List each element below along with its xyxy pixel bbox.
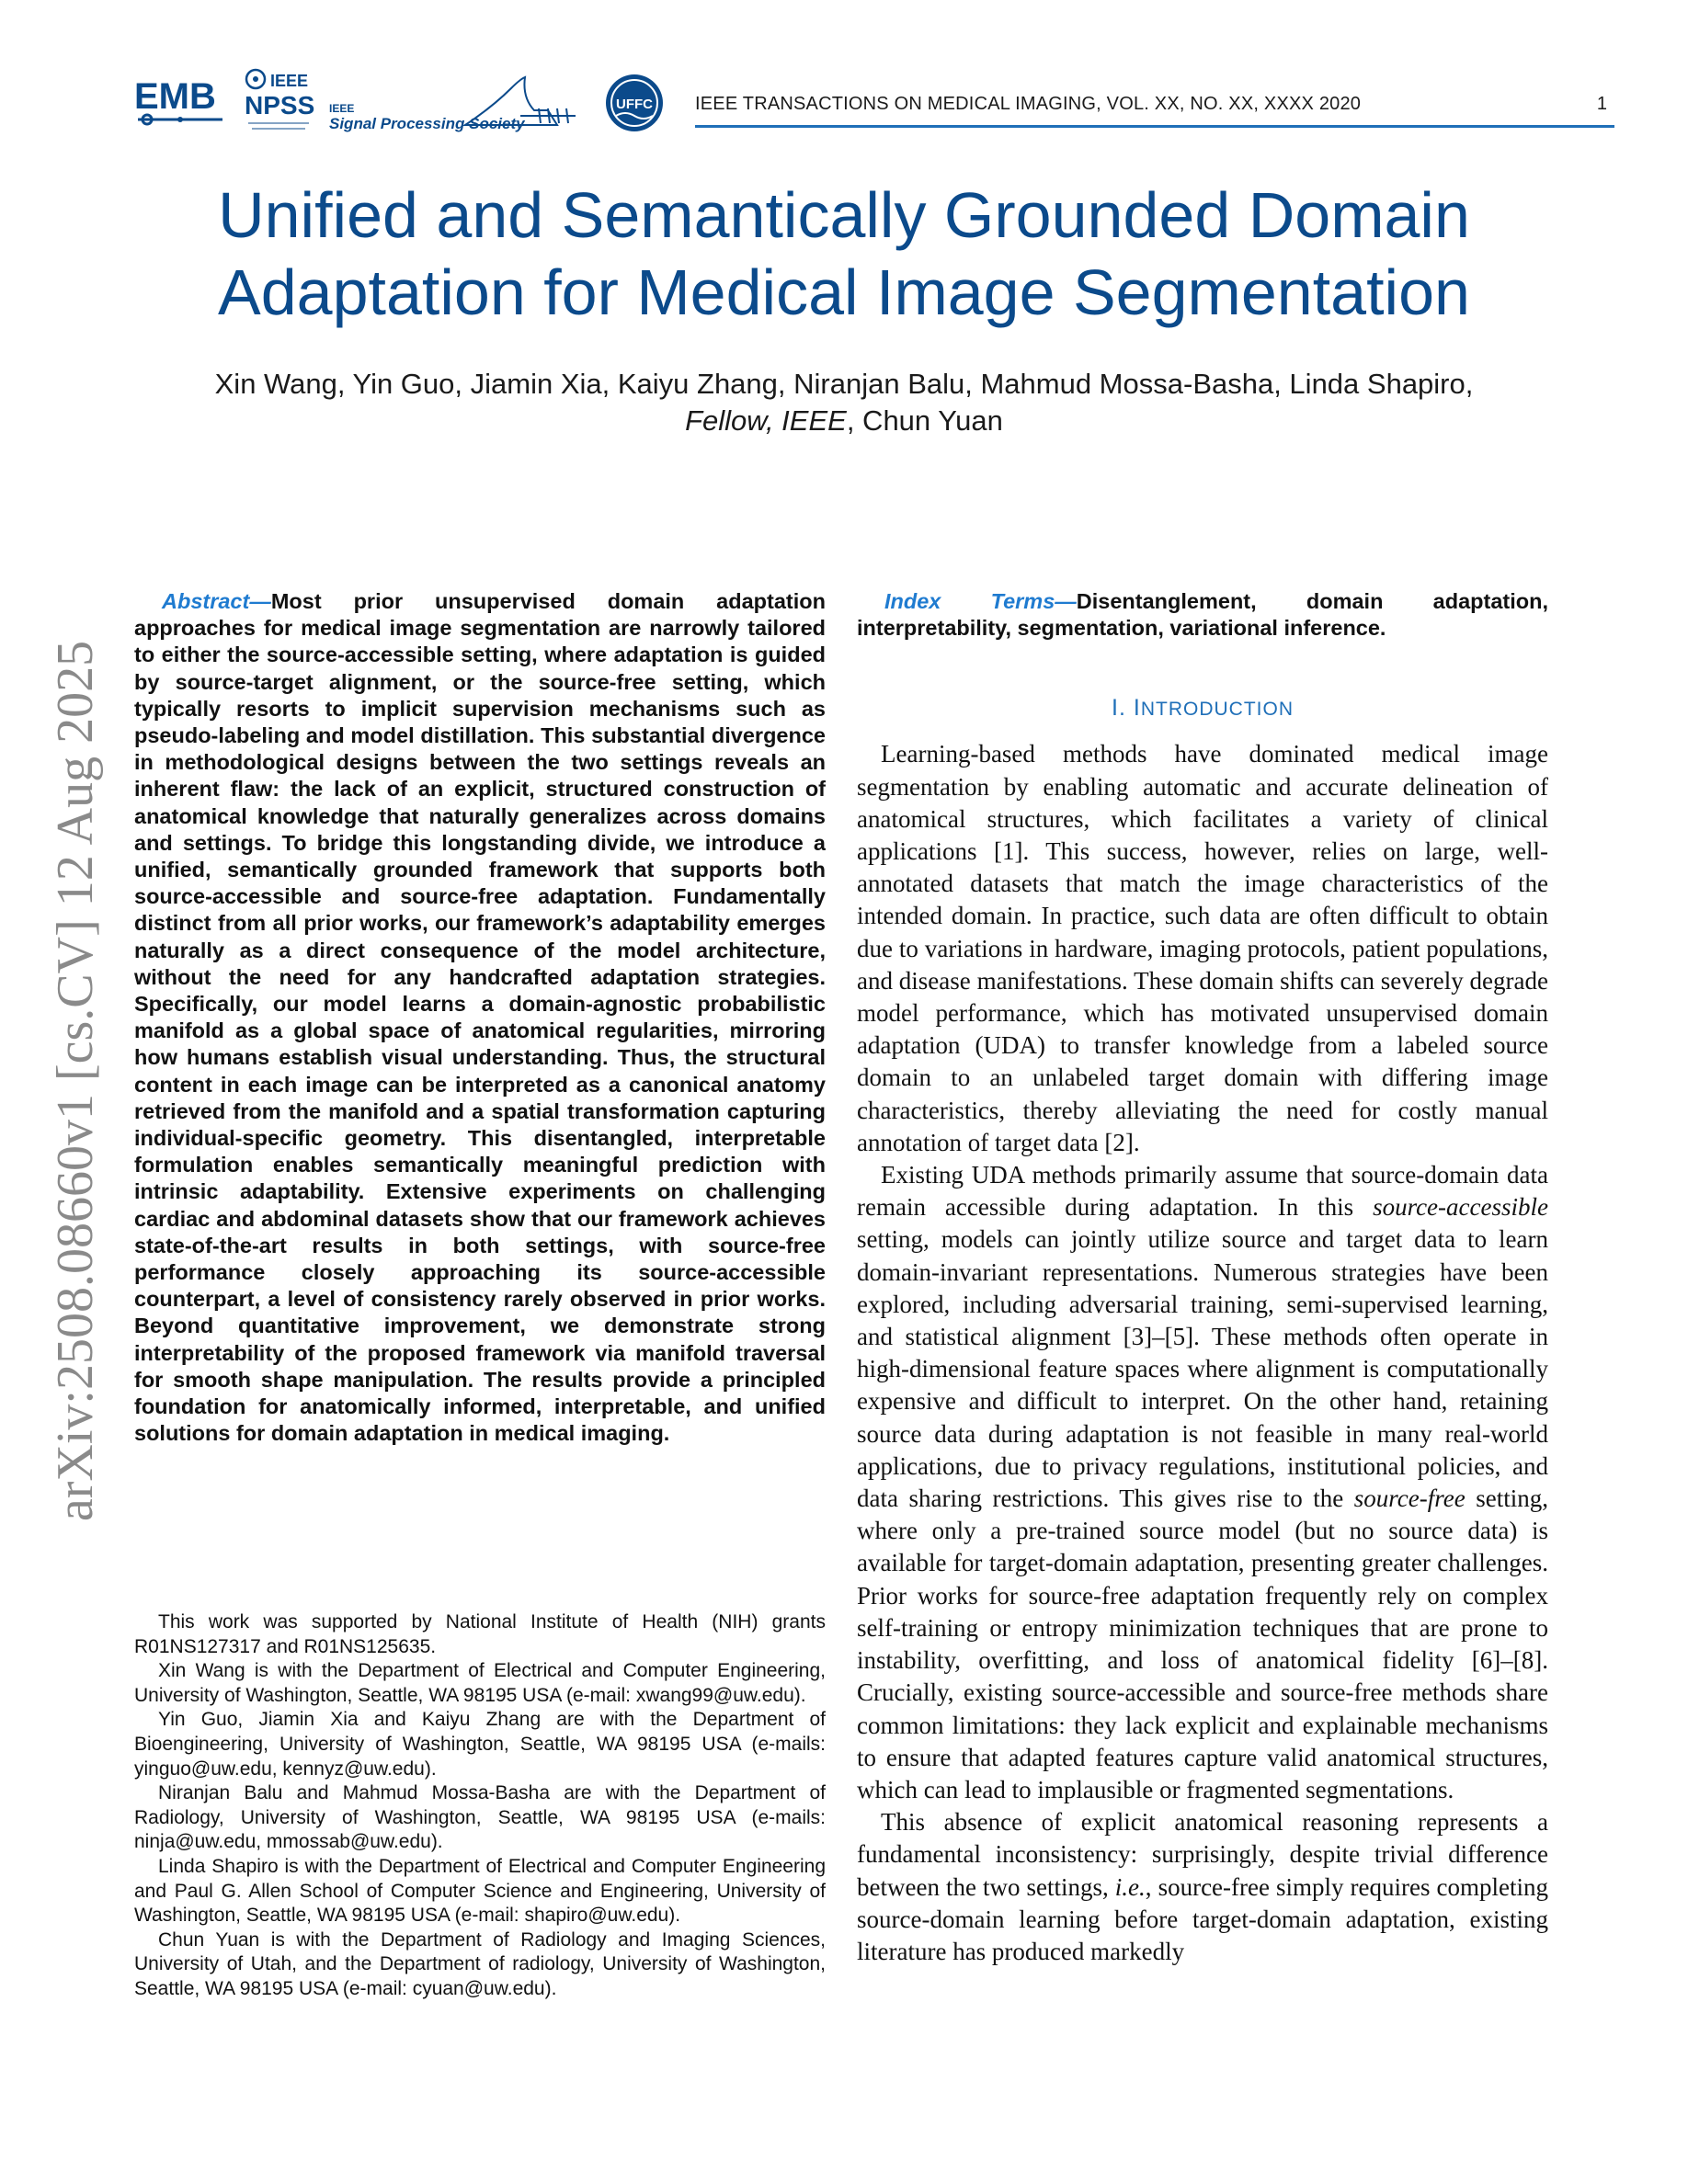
intro-paragraph-1: Learning-based methods have dominated medical image segmentation by enabling automatic and accurate delineation of anatomical structures, which facilitates a variety of clinical applications [1]. This success, however, relies on large, well-annotated datasets that match the image characteristics of the intended domain. In practice, such data are often difficult to obtain due to variations in hardware, imaging protocols, patient populations, and disease manifestations. These domain shifts can severely degrade model performance, which has motivated unsupervised domain adaptation (UDA) to transfer knowledge from a labeled source domain to an unlabeled target domain with differing image characteristics, thereby alleviating the need for costly manual annotation of target data [2]. (857, 740, 1548, 1156)
svg-text:NPSS: NPSS (245, 91, 315, 119)
section-title-rest: NTRODUCTION (1140, 699, 1294, 721)
svg-text:UFFC: UFFC (616, 97, 653, 112)
arxiv-stamp: arXiv:2508.08660v1 [cs.CV] 12 Aug 2025 (47, 640, 104, 1522)
authors-fellow: Fellow, IEEE (685, 404, 847, 437)
intro-paragraph-2: Existing UDA methods primarily assume that source-domain data remain accessible during adaptation. In this source-accessible setting, models can jointly utilize source and target data to learn domain-invariant representations. Numerous strategies have been explored, including adversarial training, semi-supervised learning, and statistical alignment [3]–[5]. These methods often operate in high-dimensional feature spaces where alignment is computationally expensive and difficult to interpret. On the other hand, retaining source data during adaptation is not feasible in many real-world applications, due to privacy regulations, institutional policies, and data sharing restrictions. This gives rise to the source-free setting, where only a pre-trained source model (but no source data) is available for target-domain adaptation, presenting greater challenges. Prior works for source-free adaptation frequently rely on complex self-training or entropy minimization techniques that are prone to instability, overfitting, and loss of anatomical fidelity [6]–[8]. Crucially, existing source-accessible and source-free methods share common limitations: they lack explicit and explainable mechanisms to ensure that adapted features capture valid anatomical structures, which can lead to implausible or fragmented segmentations. (857, 1161, 1548, 1803)
authors-line-1: Xin Wang, Yin Guo, Jiamin Xia, Kaiyu Zhang, Niranjan Balu, Mahmud Mossa-Basha, Linda Shapiro, (214, 368, 1474, 400)
running-header (695, 90, 1614, 128)
index-terms-lead: Index Terms— (884, 589, 1077, 613)
footnote-affiliation: Niranjan Balu and Mahmud Mossa-Basha are with the Department of Radiology, University of Washington, Seattle, WA 98195 USA (e-mails: ninja@uw.edu, mmossab@uw.edu). (134, 1782, 826, 1853)
section-title-first: I (1133, 695, 1141, 722)
section-heading-introduction (857, 695, 1548, 722)
paper-title: Unified and Semantically Grounded Domain Adaptation for Medical Image Segmentation (218, 179, 1470, 328)
right-column (857, 588, 1548, 1968)
header-logos (134, 66, 686, 140)
signal-processing-society-logo (327, 70, 603, 136)
author-list (110, 366, 1578, 439)
emb-logo (134, 70, 230, 136)
section-number: I. (1112, 695, 1126, 722)
ieee-npss-logo (243, 66, 320, 136)
index-terms (857, 588, 1548, 642)
footnote-affiliation: Chun Yuan is with the Department of Radiology and Imaging Sciences, University of Utah, and the Department of radiology, University of Washington, Seattle, WA 98195 USA (e-mail: cyuan@uw.edu). (134, 1928, 826, 1999)
footnote-funding: This work was supported by National Institute of Health (NIH) grants R01NS127317 and R01NS125635. (134, 1611, 826, 1657)
abstract (134, 588, 826, 1448)
footnote-affiliation: Xin Wang is with the Department of Electrical and Computer Engineering, University of Washington, Seattle, WA 98195 USA (e-mail: xwang99@uw.edu). (134, 1660, 826, 1706)
abstract-lead: Abstract— (162, 589, 271, 613)
page-number: 1 (1596, 94, 1607, 114)
svg-text:Signal Processing Society: Signal Processing Society (329, 115, 525, 132)
left-column (134, 588, 826, 1448)
abstract-text: Most prior unsupervised domain adaptation approaches for medical image segmentation are narrowly tailored to either the source-accessible setting, where adaptation is guided by source-target alignment, or the source-free setting, which typically resorts to implicit supervision mechanisms such as pseudo-labeling and model distillation. This substantial divergence in methodological designs between the two settings reveals an inherent flaw: the lack of an explicit, structured construction of anatomical knowledge that naturally generalizes across domains and settings. To bridge this longstanding divide, we introduce a unified, semantically grounded framework that supports both source-accessible and source-free adaptation. Fundamentally distinct from all prior works, our framework’s adaptability emerges naturally as a direct consequence of the model architecture, without the need for any handcrafted adaptation strategies. Specifically, our model learns a domain-agnostic probabilistic manifold as a global space of anatomical regularities, mirroring how humans establish visual understanding. Thus, the structural content in each image can be interpreted as a canonical anatomy retrieved from the manifold and a spatial transformation capturing individual-specific geometry. This disentangled, interpretable formulation enables semantically meaningful prediction with intrinsic adaptability. Extensive experiments on challenging cardiac and abdominal datasets show that our framework achieves state-of-the-art results in both settings, with source-free performance closely approaching its source-accessible counterpart, a level of consistency rarely observed in prior works. Beyond quantitative improvement, we demonstrate strong interpretability of the proposed framework via manifold traversal for smooth shape manipulation. The results provide a principled foundation for anatomically informed, interpretable, and unified solutions for domain adaptation in medical imaging. (134, 589, 826, 1446)
svg-text:IEEE: IEEE (329, 102, 355, 115)
authors-line-2-tail: , Chun Yuan (846, 404, 1003, 437)
journal-name: IEEE TRANSACTIONS ON MEDICAL IMAGING, VOL. XX, NO. XX, XXXX 2020 (695, 94, 1362, 114)
footnote-affiliation: Yin Guo, Jiamin Xia and Kaiyu Zhang are with the Department of Bioengineering, University of Washington, Seattle, WA 98195 USA (e-mails: yinguo@uw.edu, kennyz@uw.edu). (134, 1709, 826, 1780)
svg-text:IEEE: IEEE (270, 72, 309, 90)
svg-text:EMB: EMB (134, 76, 216, 117)
index-terms-text: Disentanglement, domain adaptation, interpretability, segmentation, variational inference. (857, 589, 1549, 641)
footnotes (134, 1610, 826, 2002)
footnote-affiliation: Linda Shapiro is with the Department of Electrical and Computer Engineering and Paul G. Allen School of Computer Science and Engineering, University of Washington, Seattle, WA 98195 USA (e-mail: shapiro@uw.edu). (134, 1855, 826, 1927)
intro-paragraph-3: This absence of explicit anatomical reasoning represents a fundamental inconsistency: surprisingly, despite trivial difference between the two settings, i.e., source-free simply requires completing source-domain learning before target-domain adaptation, existing literature has produced markedly (857, 1808, 1548, 1965)
uffc-logo (603, 72, 666, 134)
introduction-body (857, 738, 1548, 1968)
